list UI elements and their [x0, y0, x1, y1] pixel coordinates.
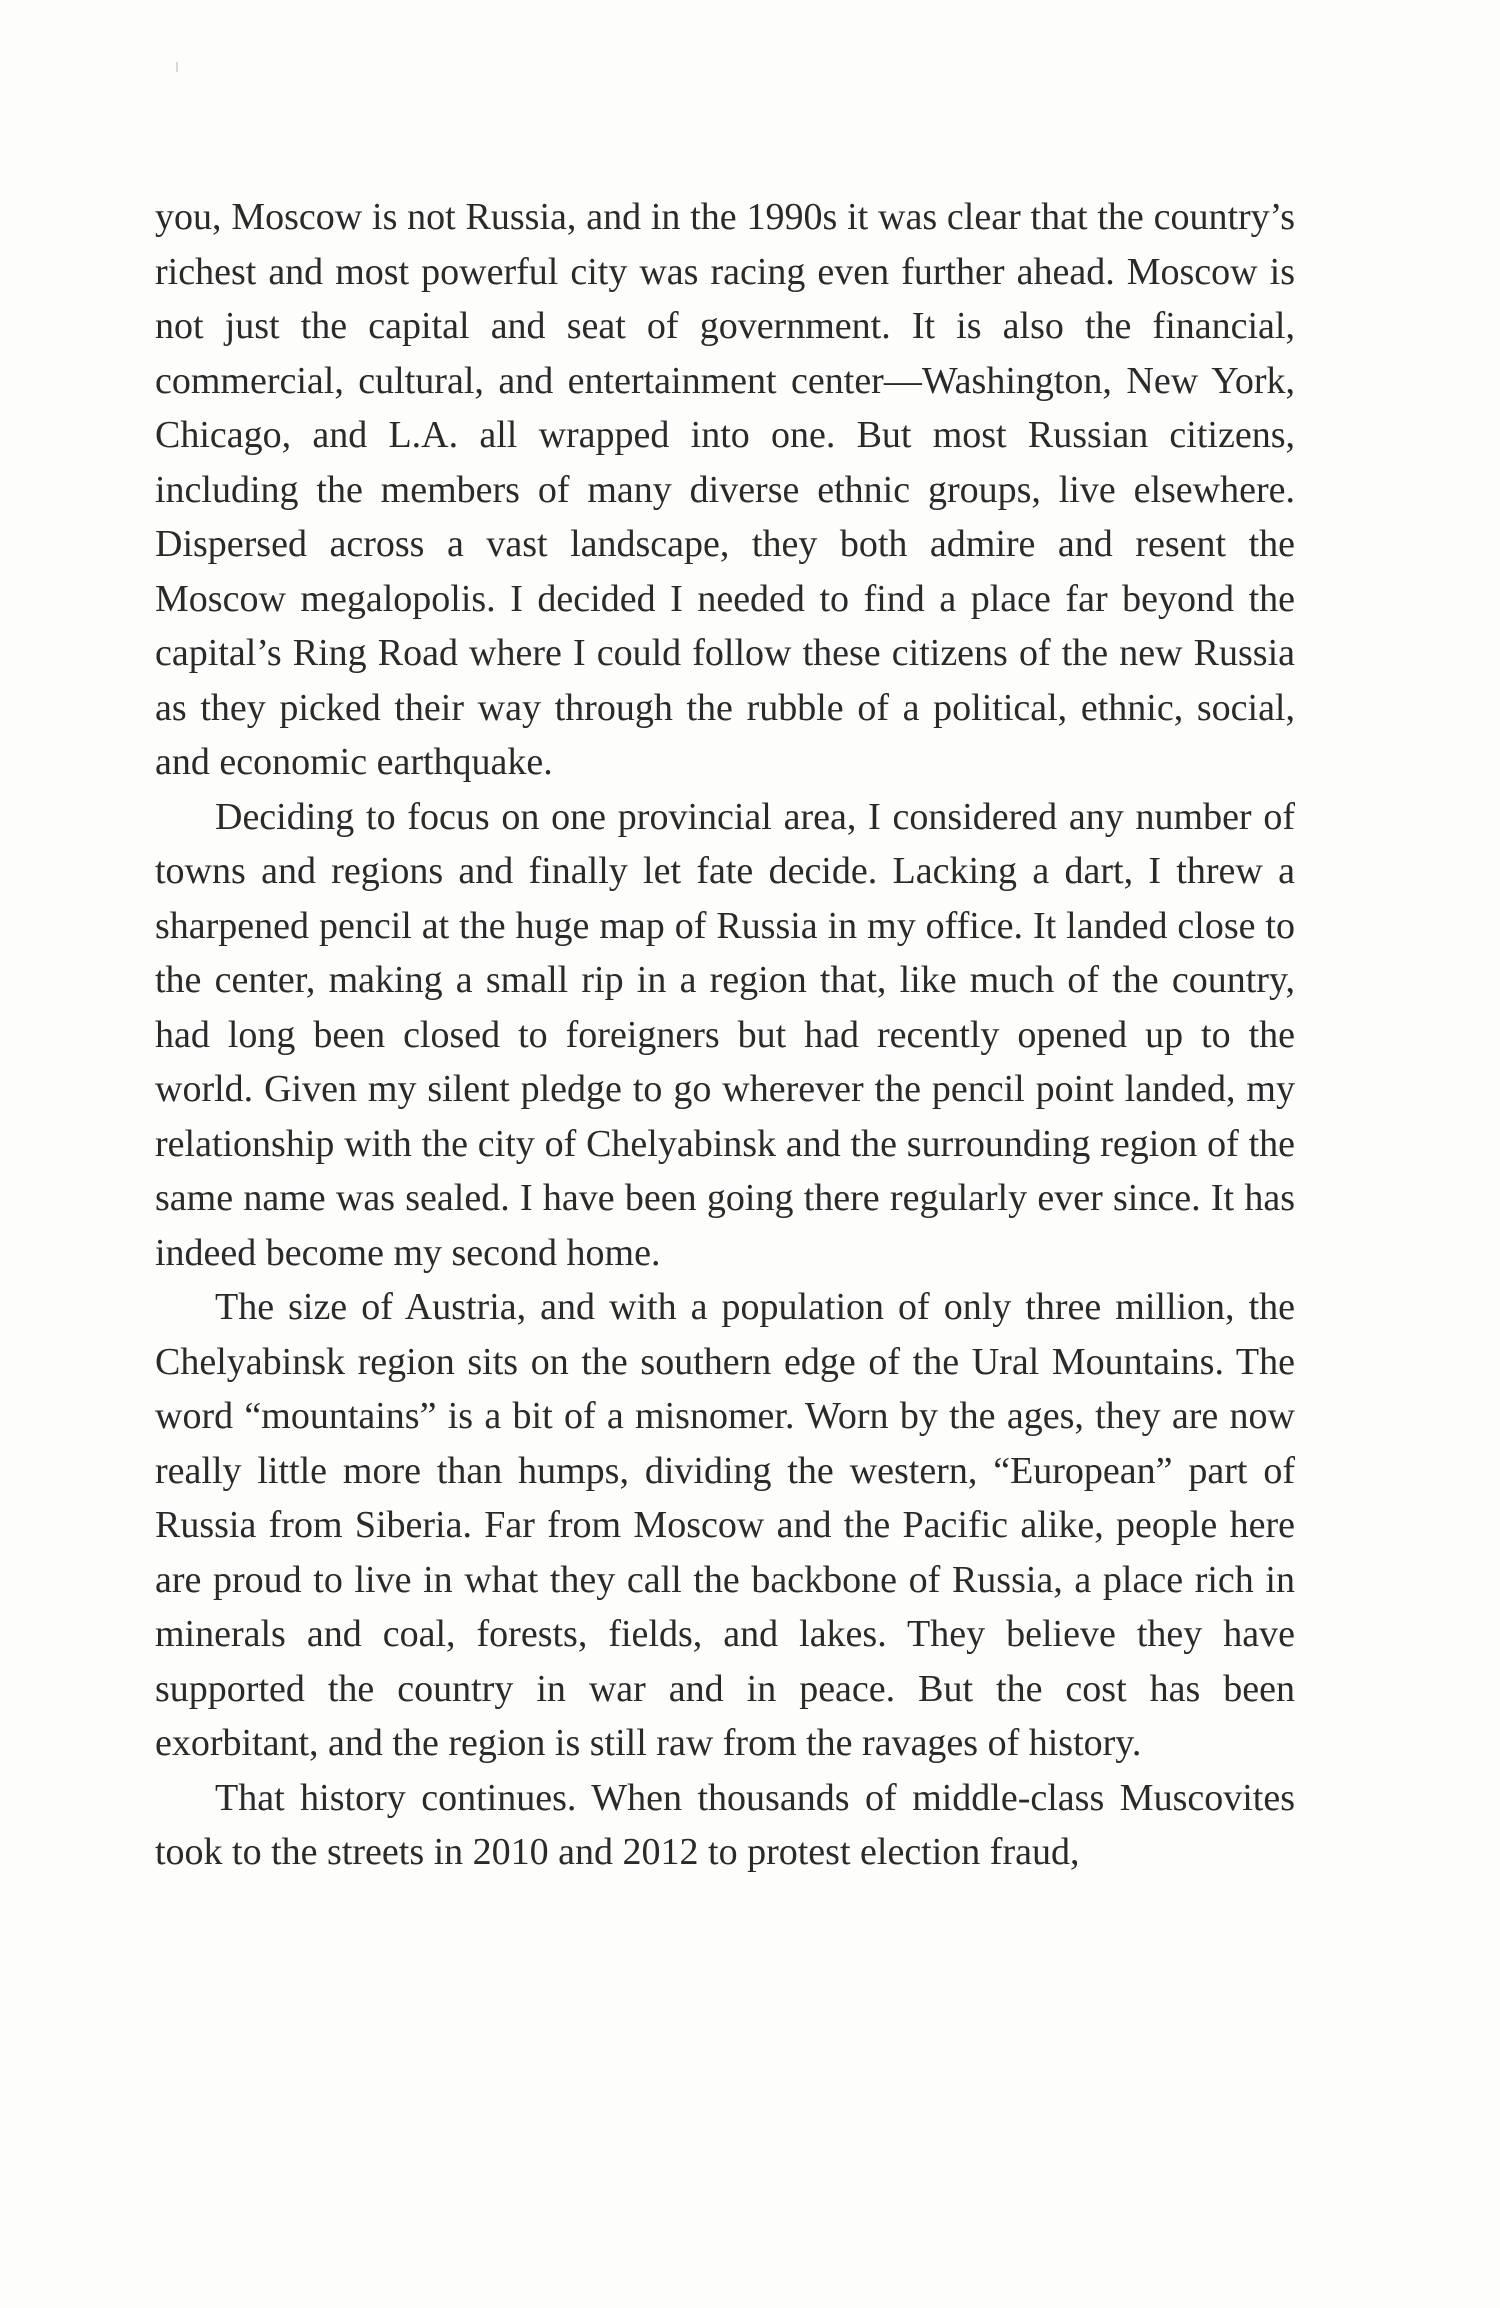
paragraph-2: Deciding to focus on one provincial area, I considered any number of towns and regions and finally let fate decide. Lacking a dart, I threw a sharpened pencil at the huge map of Russia in my office. It landed close to the center, making a small rip in a region that, like much of the country, had long been closed to foreigners but had recently opened up to the world. Given my silent pledge to go wherever the pencil point landed, my relationship with the city of Chelyabinsk and the surrounding region of the same name was sealed. I have been going there regularly ever since. It has indeed become my second home.	[155, 795, 1295, 1274]
scan-mark	[176, 62, 178, 72]
paragraph-3: The size of Austria, and with a population of only three million, the Chelyabinsk region sits on the southern edge of the Ural Mountains. The word “mountains” is a bit of a misnomer. Worn by the ages, they are now really little more than humps, dividing the western, “European” part of Russia from Siberia. Far from Moscow and the Pacific alike, people here are proud to live in what they call the backbone of Russia, a place rich in minerals and coal, forests, fields, and lakes. They believe they have supported the country in war and in peace. But the cost has been exorbitant, and the region is still raw from the ravages of history.	[155, 1286, 1295, 1764]
paragraph-1: you, Moscow is not Russia, and in the 1990s it was clear that the country’s richest and most powerful city was racing even further ahead. Moscow is not just the capital and seat of government. It is also the financial, commercial, cultural, and entertainment center—Washington, New York, Chicago, and L.A. all wrapped into one. But most Russian citizens, including the members of many diverse ethnic groups, live elsewhere. Dispersed across a vast landscape, they both admire and resent the Moscow megalopolis. I decided I needed to find a place far beyond the capital’s Ring Road where I could follow these citizens of the new Russia as they picked their way through the rubble of a political, ethnic, social, and economic earthquake.	[155, 196, 1295, 783]
book-page-body	[155, 190, 1295, 1880]
paragraph-4: That history continues. When thousands of middle-class Muscovites took to the streets in 2010 and 2012 to protest election fraud,	[155, 1776, 1295, 1873]
